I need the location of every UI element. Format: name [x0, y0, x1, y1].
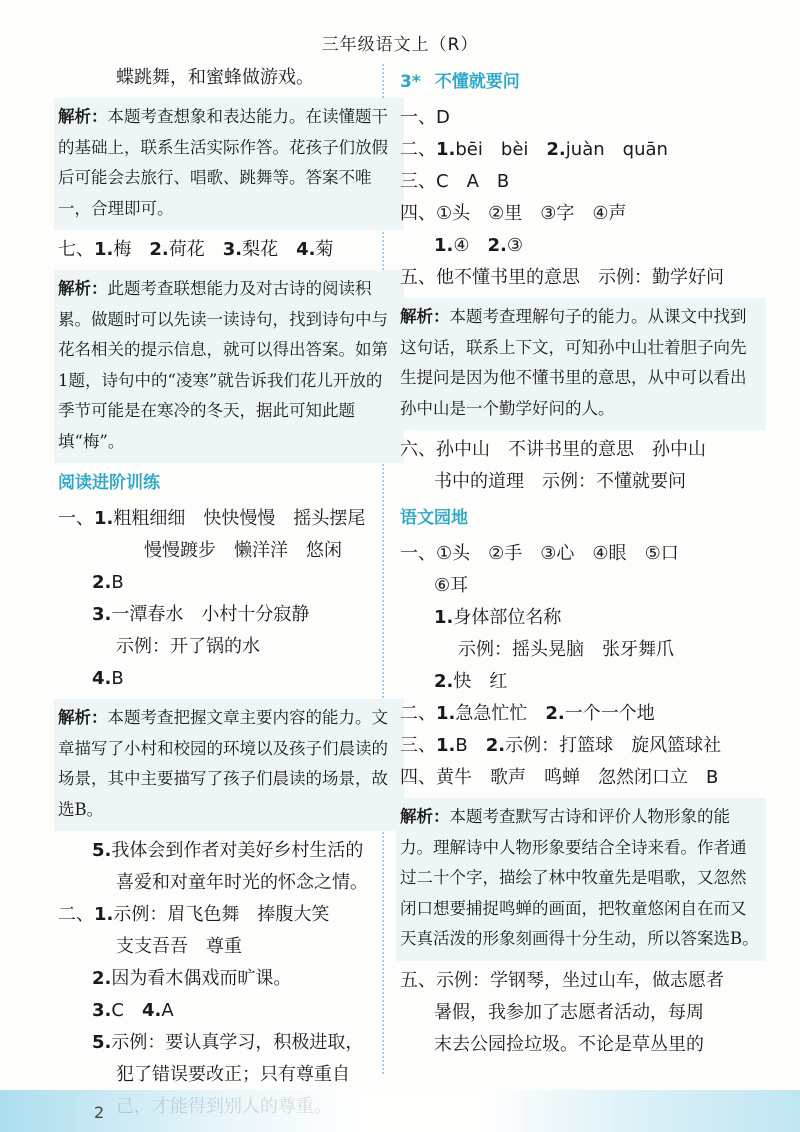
answer-text: B — [496, 171, 510, 192]
answer-6-cont — [400, 466, 760, 498]
answer-text: 示例：要认真学习，积极进取， — [111, 1032, 364, 1053]
running-header: 三年级语文上（R） — [321, 35, 479, 55]
reading-q2-item5 — [58, 1027, 398, 1059]
page-number: 2 — [94, 1103, 105, 1122]
answer-3 — [400, 166, 760, 198]
answer-text: 快快慢慢 — [203, 508, 276, 529]
garden-q2 — [400, 698, 760, 730]
answer-text: 小村十分寂静 — [201, 604, 310, 625]
answer-text: A — [161, 1000, 174, 1021]
section-title-reading: 阅读进阶训练 — [58, 473, 160, 493]
item-number: 5. — [92, 1032, 112, 1053]
answer-text: 旋风篮球社 — [631, 735, 722, 756]
reading-q1-item5-cont: 喜爱和对童年时光的怀念之情。 — [116, 872, 368, 893]
analysis-text: 此题考查联想能力及对古诗的阅读积累。做题时可以先读一读诗句，找到诗句中与花名相关的提示信息，就可以得出答案。如第1题，诗句中的“凌寒”就告诉我们花儿开放的季节可能是在寒冷的冬天，据此可知此题填“梅”。 — [58, 279, 388, 451]
answer-text: B — [455, 735, 468, 756]
answer-text: ③心 — [540, 543, 575, 564]
answer-text: quān — [622, 139, 668, 160]
answer-text: B — [706, 767, 719, 788]
answer-text: 粗粗细细 — [113, 508, 186, 529]
answer-text: ③ — [506, 235, 524, 256]
answer-text: 黄牛 — [436, 767, 472, 788]
garden-q5-cont: 暑假，我参加了志愿者活动，每周 — [434, 1001, 704, 1023]
reading-q2-item1 — [58, 899, 398, 931]
answer-text: ②手 — [488, 543, 523, 564]
analysis-box — [396, 298, 766, 430]
question-label: 五、 — [400, 969, 436, 991]
analysis-text: 本题考查理解句子的能力。从课文中找到这句话，联系上下文，可知孙中山壮着胆子向先生提问是因为他不懂书里的意思，从中可以看出孙中山是一个勤学好问的人。 — [400, 307, 747, 418]
item-number: 2. — [487, 235, 507, 256]
answer-text: B — [111, 572, 124, 593]
item-number: 1. — [94, 508, 114, 529]
item-number: 3. — [222, 239, 243, 260]
item-number: 1. — [434, 607, 454, 628]
analysis-box — [54, 98, 404, 230]
answer-text: ⑥耳 — [434, 575, 469, 596]
answer-text: juàn — [565, 139, 605, 160]
answer-text: A — [466, 171, 479, 192]
item-number: 2. — [434, 671, 454, 692]
garden-q1-item1-example — [400, 634, 760, 666]
answer-text: 不讲书里的意思 — [508, 439, 634, 460]
answer-text: 因为看木偶戏而旷课。 — [111, 968, 292, 989]
answer-text: 鸣蝉 — [544, 767, 580, 788]
item-number: 5. — [92, 840, 112, 861]
item-number: 1. — [94, 239, 114, 260]
answer-text: 一潭春水 — [111, 604, 184, 625]
reading-q2-item5-cont: 犯了错误要改正；只有尊重自 — [116, 1064, 350, 1085]
answer-text: 忽然闭口立 — [598, 767, 688, 788]
reading-q2-item2 — [58, 963, 398, 995]
lesson-number: 3* — [400, 72, 421, 92]
answer-text: 孙中山 — [652, 439, 706, 460]
question-label: 四、 — [400, 203, 436, 224]
answer-text: 张牙舞爪 — [602, 639, 674, 660]
answer-text: 捧腹大笑 — [257, 904, 330, 925]
answer-4-sub — [400, 230, 760, 262]
item-number: 3. — [92, 1000, 112, 1021]
answer-5 — [400, 262, 760, 294]
question-label: 三、 — [400, 735, 436, 756]
item-number: 1. — [436, 703, 456, 724]
analysis-box — [54, 699, 404, 831]
answer-text: 懒洋洋 — [234, 540, 288, 561]
question-label: 三、 — [400, 171, 436, 192]
item-number: 4. — [141, 1000, 162, 1021]
bottom-decoration-bar — [0, 1090, 800, 1132]
answer-text: 急急忙忙 — [455, 703, 528, 724]
answer-text: 菊 — [315, 239, 334, 260]
answer-text: 身体部位名称 — [453, 607, 562, 628]
reading-q1-item1-cont — [58, 535, 398, 567]
item-number: 3. — [92, 604, 112, 625]
lesson-name: 不懂就要问 — [434, 72, 520, 92]
answer-text: 梅 — [113, 239, 132, 260]
analysis-tag: 解析： — [400, 307, 450, 326]
answer-text: D — [436, 107, 450, 128]
reading-q1-item3 — [58, 599, 398, 631]
reading-q1-item5 — [58, 835, 398, 867]
answer-text: C — [436, 171, 449, 192]
answer-text: 支支吾吾 — [116, 936, 188, 957]
answer-text: 示例：打篮球 — [505, 735, 614, 756]
item-number: 1. — [436, 139, 456, 160]
item-number: 2. — [92, 572, 112, 593]
question-label: 五、 — [400, 267, 436, 288]
analysis-text: 本题考查默写古诗和评价人物形象的能力。理解诗中人物形象要结合全诗来看。作者通过二十个字，描绘了林中牧童先是唱歌，又忽然闭口想要捕捉鸣蝉的画面，把牧童悠闲自在而又天真活泼的形象刻画得十分生动，所以答案选B。 — [400, 807, 759, 948]
answer-text: ⑤口 — [644, 543, 679, 564]
answer-text: 慢慢踱步 — [144, 540, 216, 561]
garden-q1-cont — [400, 570, 760, 602]
analysis-text: 本题考查把握文章主要内容的能力。文章描写了小村和校园的环境以及孩子们晨读的场景，其中主要描写了孩子们晨读的场景，故选B。 — [58, 708, 388, 819]
question-label: 二、 — [400, 139, 436, 160]
item-number: 2. — [485, 735, 506, 756]
answer-text: 示例：勤学好问 — [598, 267, 724, 288]
answer-text: ④ — [453, 235, 470, 256]
right-column — [400, 62, 760, 1061]
answer-text: 梨花 — [242, 239, 279, 260]
answer-text: ①头 — [436, 203, 471, 224]
answer-text: bēi — [455, 139, 483, 160]
reading-q2-item3-4 — [58, 995, 398, 1027]
question-label: 一、 — [400, 107, 436, 128]
analysis-box — [396, 798, 766, 961]
answer-text: ②里 — [488, 203, 523, 224]
item-number: 1. — [436, 735, 456, 756]
answer-text: 示例：学钢琴，坐过山车，做志愿者 — [436, 969, 724, 991]
question-label: 一、 — [400, 543, 436, 564]
garden-q1-item2 — [400, 666, 760, 698]
item-number: 2. — [545, 703, 565, 724]
question-label: 二、 — [400, 703, 436, 724]
answer-text: 荷花 — [168, 239, 205, 260]
analysis-tag: 解析： — [58, 708, 108, 727]
item-number: 1. — [94, 904, 114, 925]
reading-q2-item1-cont — [58, 931, 398, 963]
garden-q5-cont: 末去公园捡垃圾。不论是草丛里的 — [434, 1033, 704, 1055]
analysis-tag: 解析： — [400, 807, 450, 826]
answer-text: 摇头摆尾 — [293, 508, 366, 529]
answer-text: 红 — [489, 671, 508, 692]
left-column — [58, 62, 398, 1123]
analysis-text: 本题考查想象和表达能力。在读懂题干的基础上，联系生活实际作答。花孩子们放假后可能会去旅行、唱歌、跳舞等。答案不唯一，合理即可。 — [58, 107, 388, 218]
answer-text: 悠闲 — [306, 540, 342, 561]
answer-text: ④眼 — [592, 543, 627, 564]
question-label: 二、 — [58, 904, 94, 925]
answer-text: 书中的道理 — [434, 471, 524, 492]
answer-text: 示例：不懂就要问 — [542, 471, 686, 492]
analysis-tag: 解析： — [58, 279, 108, 298]
answer-1 — [400, 102, 760, 134]
answer-text: 我体会到作者对美好乡村生活的 — [111, 840, 364, 861]
answer-text: ④声 — [592, 203, 627, 224]
answer-text: 一个一个地 — [564, 703, 655, 724]
item-number: 2. — [149, 239, 169, 260]
answer-6 — [400, 434, 760, 466]
analysis-tag: 解析： — [58, 107, 108, 126]
question-7 — [58, 234, 398, 266]
continued-answer-line: 蝶跳舞，和蜜蜂做游戏。 — [116, 67, 314, 88]
answer-text: 示例：摇头晃脑 — [458, 639, 584, 660]
answer-2 — [400, 134, 760, 166]
answer-text: 尊重 — [206, 936, 242, 957]
item-number: 2. — [92, 968, 112, 989]
section-title-garden: 语文园地 — [400, 508, 468, 528]
reading-q1-item4 — [58, 663, 398, 695]
question-label: 七、 — [58, 239, 94, 260]
question-label: 六、 — [400, 439, 436, 460]
garden-q1 — [400, 538, 760, 570]
garden-q1-item1 — [400, 602, 760, 634]
reading-q1-item1 — [58, 503, 398, 535]
answer-text: B — [111, 668, 124, 689]
lesson-title — [400, 66, 760, 98]
answer-text: bèi — [500, 139, 529, 160]
answer-text: 他不懂书里的意思 — [436, 267, 580, 288]
garden-q4 — [400, 762, 760, 794]
answer-4 — [400, 198, 760, 230]
answer-text: ①头 — [436, 543, 471, 564]
question-label: 一、 — [58, 508, 94, 529]
garden-q3 — [400, 730, 760, 762]
answer-text: 示例：眉飞色舞 — [113, 904, 240, 925]
answer-text: 孙中山 — [436, 439, 490, 460]
analysis-box — [54, 270, 404, 463]
item-number: 2. — [546, 139, 566, 160]
reading-q1-item2 — [58, 567, 398, 599]
item-number: 1. — [434, 235, 454, 256]
item-number: 4. — [296, 239, 316, 260]
question-label: 四、 — [400, 767, 436, 788]
answer-text: ③字 — [540, 203, 575, 224]
answer-text: C — [111, 1000, 124, 1021]
garden-q5 — [400, 965, 760, 997]
item-number: 4. — [92, 668, 112, 689]
reading-q1-item3-example: 示例：开了锅的水 — [116, 636, 260, 657]
answer-text: 快 — [453, 671, 472, 692]
answer-text: 歌声 — [490, 767, 526, 788]
